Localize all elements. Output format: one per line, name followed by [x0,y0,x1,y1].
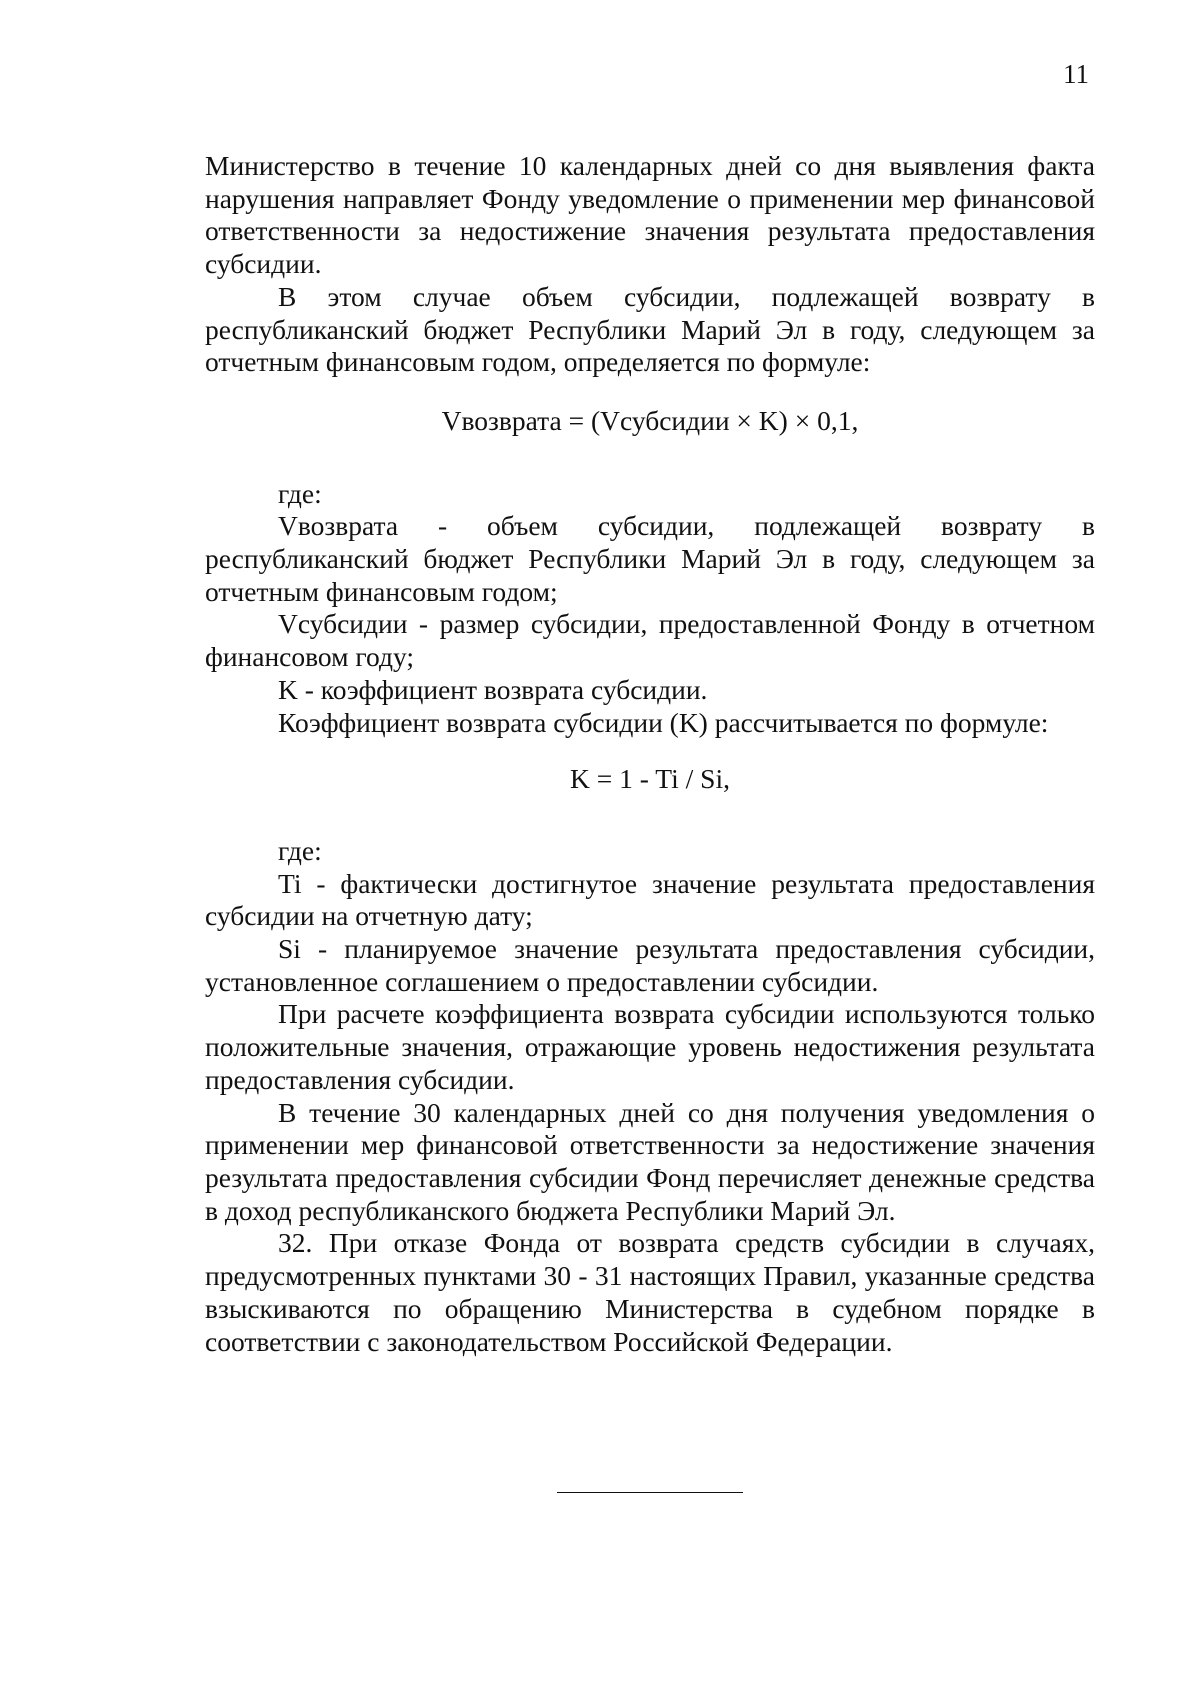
document-body [205,150,1095,1358]
definition-v-subsidy: Vсубсидии - размер субсидии, предоставленной Фонду в отчетном финансовом году; [205,608,1095,673]
formula-k-coefficient: K = 1 - Ti / Si, [570,763,730,795]
paragraph-return-volume: В этом случае объем субсидии, подлежащей возврату в республиканский бюджет Республики Марий Эл в году, следующем за отчетным финансовым годом, определяется по формуле: [205,280,1095,378]
end-of-document-rule [557,1492,743,1493]
where-label-1: где: [278,477,322,509]
definition-k: K - коэффициент возврата субсидии. [278,673,708,705]
definition-si: Si - планируемое значение результата предоставления субсидии, установленное соглашением о предоставлении субсидии. [205,933,1095,997]
formula-return-volume: Vвозврата = (Vсубсидии × K) × 0,1, [441,404,859,436]
where-label-2: где: [278,834,322,866]
definition-ti: Ti - фактически достигнутое значение результата предоставления субсидии на отчетную дату; [205,867,1095,932]
paragraph-30-days-transfer: В течение 30 календарных дней со дня получения уведомления о применении мер финансовой ответственности за недостижение значения результата предоставления субсидии Фонд перечисляет денежные средства в доход республиканского бюджета Республики Марий Эл. [205,1096,1095,1226]
paragraph-notification: Министерство в течение 10 календарных дней со дня выявления факта нарушения направляет Фонду уведомление о применении мер финансовой ответственности за недостижение значения результата предоставления субсидии. [205,150,1095,280]
paragraph-k-formula-intro: Коэффициент возврата субсидии (K) рассчитывается по формуле: [278,706,1049,738]
paragraph-positive-values: При расчете коэффициента возврата субсидии используются только положительные значения, отражающие уровень недостижения результата предоставления субсидии. [205,998,1095,1095]
definition-v-return: Vвозврата - объем субсидии, подлежащей возврату в республиканский бюджет Республики Марий Эл в году, следующем за отчетным финансовым годом; [205,510,1095,607]
page-number: 11 [1063,59,1089,89]
paragraph-clause-32: 32. При отказе Фонда от возврата средств субсидии в случаях, предусмотренных пунктами 30 - 31 настоящих Правил, указанные средства взыскиваются по обращению Министерства в судебном порядке в соответствии с законодательством Российской Федерации. [205,1227,1095,1357]
